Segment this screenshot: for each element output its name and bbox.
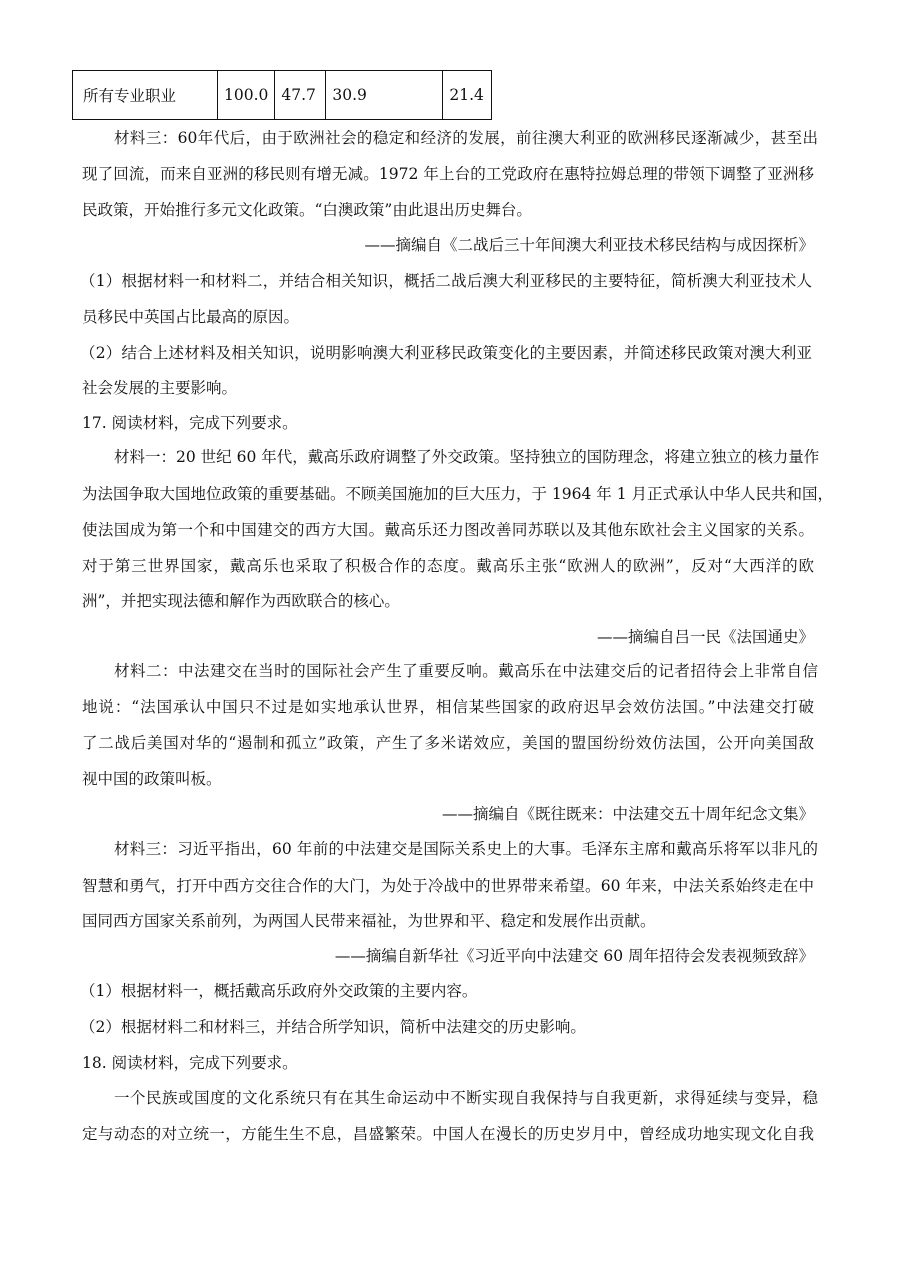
question-heading: 17. 阅读材料，完成下列要求。 — [82, 414, 298, 432]
paragraph-line: 材料二：中法建交在当时的国际社会产生了重要反响。戴高乐在中法建交后的记者招待会上非常自信 — [114, 662, 818, 680]
paragraph-line: 为法国争取大国地位政策的重要基础。不顾美国施加的巨大压力，于 1964 年 1 月正式承认中华人民共和国， — [82, 485, 834, 503]
question-line: 员移民中英国占比最高的原因。 — [82, 308, 300, 326]
paragraph-line: 定与动态的对立统一，方能生生不息，昌盛繁荣。中国人在漫长的历史岁月中，曾经成功地实现文化自我 — [82, 1125, 814, 1143]
question-line: （2）根据材料二和材料三，并结合所学知识，简析中法建交的历史影响。 — [80, 1018, 586, 1036]
table-cell: 所有专业职业 — [73, 71, 218, 120]
question-line: （1）根据材料一，概括戴高乐政府外交政策的主要内容。 — [80, 982, 478, 1000]
paragraph-line: 民政策，开始推行多元文化政策。“白澳政策”由此退出历史舞台。 — [82, 201, 532, 219]
paragraph-line: 国同西方国家关系前列，为两国人民带来福祉，为世界和平、稳定和发展作出贡献。 — [82, 912, 656, 930]
paragraph-line: 现了回流，而来自亚洲的移民则有增无减。1972 年上台的工党政府在惠特拉姆总理的带领下调整了亚洲移 — [82, 165, 814, 183]
question-line: 社会发展的主要影响。 — [82, 379, 238, 397]
paragraph-line: 地说：“法国承认中国只不过是如实地承认世界，相信某些国家的政府迟早会效仿法国。”中法建交打破 — [82, 698, 814, 716]
data-table — [72, 70, 492, 120]
question-line: （2）结合上述材料及相关知识，说明影响澳大利亚移民政策变化的主要因素，并简述移民政策对澳大利亚 — [80, 344, 812, 362]
paragraph-line: 对于第三世界国家，戴高乐也采取了积极合作的态度。戴高乐主张“欧洲人的欧洲”，反对“大西洋的欧 — [82, 557, 814, 575]
source-citation: ——摘编自吕一民《法国通史》 — [596, 628, 814, 646]
table-cell: 21.4 — [443, 71, 492, 120]
paragraph-line: 视中国的政策叫板。 — [82, 770, 222, 788]
paragraph-line: 一个民族或国度的文化系统只有在其生命运动中不断实现自我保持与自我更新，求得延续与变异，稳 — [114, 1089, 818, 1107]
source-citation: ——摘编自《二战后三十年间澳大利亚技术移民结构与成因探析》 — [364, 236, 814, 254]
paragraph-line: 材料三：60年代后，由于欧洲社会的稳定和经济的发展，前往澳大利亚的欧洲移民逐渐减少，甚至出 — [114, 129, 818, 147]
source-citation: ——摘编自《既往既来：中法建交五十周年纪念文集》 — [441, 805, 814, 823]
paragraph-line: 使法国成为第一个和中国建交的西方大国。戴高乐还力图改善同苏联以及其他东欧社会主义国家的关系。 — [82, 521, 814, 539]
paragraph-line: 智慧和勇气，打开中西方交往合作的大门，为处于冷战中的世界带来希望。60 年来，中法关系始终走在中 — [82, 877, 814, 895]
table-cell: 100.0 — [218, 71, 275, 120]
question-heading: 18. 阅读材料，完成下列要求。 — [82, 1054, 298, 1072]
table-row — [73, 71, 492, 120]
paragraph-line: 洲”，并把实现法德和解作为西欧联合的核心。 — [82, 592, 400, 610]
paragraph-line: 材料三：习近平指出，60 年前的中法建交是国际关系史上的大事。毛泽东主席和戴高乐将军以非凡的 — [114, 840, 818, 858]
source-citation: ——摘编自新华社《习近平向中法建交 60 周年招待会发表视频致辞》 — [334, 947, 814, 965]
table-cell: 30.9 — [326, 71, 443, 120]
question-line: （1）根据材料一和材料二，并结合相关知识，概括二战后澳大利亚移民的主要特征，简析澳大利亚技术人 — [80, 272, 812, 290]
table-cell: 47.7 — [275, 71, 326, 120]
paragraph-line: 材料一：20 世纪 60 年代，戴高乐政府调整了外交政策。坚持独立的国防理念，将建立独立的核力量作 — [114, 448, 820, 466]
paragraph-line: 了二战后美国对华的“遏制和孤立”政策，产生了多米诺效应，美国的盟国纷纷效仿法国，公开向美国敌 — [82, 734, 814, 752]
